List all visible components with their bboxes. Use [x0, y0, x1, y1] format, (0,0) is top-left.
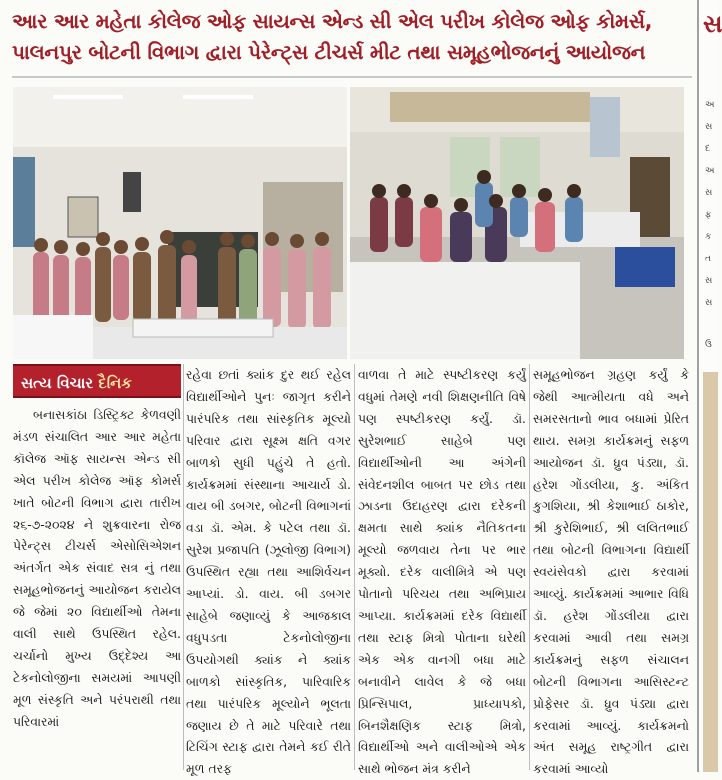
event-photo	[350, 87, 684, 359]
adjacent-text-fragment: સ	[705, 188, 713, 198]
masthead-daily: દૈનિક	[98, 374, 132, 392]
adjacent-photo-edge	[703, 372, 718, 772]
article-paragraph: બનાસકાંઠા ડિસ્ટ્રિક્ટ કેળવણી મંડળ સંચાલિત આર આર મહેતા કૉલેજ ઑફ સાયન્સ એન્ડ સી એલ પરીખ કોલેજ ઑફ કોમર્સ ખાતે બોટની વિભાગ દ્વારા તારીખ ૨૬-૭-૨૦૨૪ ને શુક્રવારના રોજ પેરેન્ટ્સ ટીચર્સ એસોસિએશન અંતર્ગત એક સંવાદ સત્ર નું તથા સમૂહભોજનનું આયોજન કરાયેલ જે જેમાં ૨૦ વિદ્યાર્થીઓ તેમના વાલી સાથે ઉપસ્થિત રહેલ. ચર્ચાનો મુખ્ય ઉદ્દેશ્ય આ ટેકનોલોજીના સમયમાં આપણી મૂળ સંસ્કૃતિ અને પરંપરાથી તથા પરિવારમાં	[13, 407, 181, 729]
article-paragraph: રહેવા છતાં ક્યાંક દુર થઈ રહેલ વિદ્યાર્થીઓને પુનઃ જાગૃત કરીને પારંપરિક તથા સાંસ્કૃતિક મૂલ્યો પરિવાર દ્વારા સૂક્ષ્મ ક્ષતિ વગર બાળકો સુધી પહુંચે તે હતો. કાર્યક્રમમાં સંસ્થાના આચાર્ય ડો. વાય બી ડબગર, બોટની વિભાગનાં વડા ડૉ. એમ. કે પટેલ તથા ડૉ. સુરેશ પ્રજાપતિ (ઝૂલોજી વિભાગ) ઉપસ્થિત રહ્યા તથા આશિર્વચન આપ્યાં. ડો. વાય. બી ડબગર સાહેબે જણાવ્યું કે આજકાલ વધુપડતા ટેકનોલોજીના ઉપયોગથી ક્યાંક ને ક્યાંક બાળકો સાંસ્કૃતિક, પારિવારિક તથા પારંપરિક મૂલ્યોને ભૂલતા જણાય છે તે માટે પરિવારે તથા ટિચિંગ સ્ટાફ દ્વારા તેમને કઈ રીતે મૂળ તરફ	[186, 367, 351, 777]
headline-line-1: આર આર મહેતા કોલેજ ઓફ સાયન્સ એન્ડ સી એલ પરીખ કોલેજ ઓફ કોમર્સ,	[12, 9, 653, 33]
article-column-3	[358, 364, 526, 777]
adjacent-text-fragment: ફ	[705, 210, 712, 220]
article-paragraph: સમૂહભોજન ગ્રહણ કર્યું કે જેથી આત્મીયતા વધે અને સમરસતાનો ભાવ બધામાં પ્રેરિત થાય. સમગ્ર કાર્યક્રમનું સફળ આયોજન ડૉ. ધ્રુવ પંડ્યા, ડૉ. હરેશ ગોંડલીયા, કુ. અંકિત કુગશિયા, શ્રી કેશાભાઈ ઠાકોર, શ્રી કુરેશિભાઈ, શ્રી લલિતભાઈ તથા બોટની વિભાગના વિદ્યાર્થી સ્વયંસેવકો દ્વારા કરવામાં આવ્યું. કાર્યક્રમમાં આભાર વિધિ ડૉ. હરેશ ગોંડલીયા દ્વારા કરવામાં આવી તથા સમગ્ર કાર્યક્રમનું સફળ સંચાલન બોટની વિભાગના આસિસ્ટન્ટ પ્રોફેસર ડૉ. ધ્રુવ પંડ્યા દ્વારા કરવામાં આવ્યું. કાર્યક્રમનો અંત સમૂહ રાષ્ટ્રગીત દ્વારા કરવામાં આવ્યો	[533, 367, 689, 777]
article-column-1	[13, 364, 181, 770]
column-rule	[183, 364, 184, 770]
headline	[12, 6, 692, 74]
adjacent-text-fragment: સ	[705, 122, 713, 132]
article-column-2	[186, 364, 351, 777]
adjacent-text-fragment: ત	[705, 254, 711, 264]
headline-divider	[12, 76, 692, 78]
article-paragraph: વાળવા તે માટે સ્પષ્ટીકરણ કર્યું વધુમાં તેમણે નવી શિક્ષણનીતિ વિષે પણ સ્પષ્ટીકરણ કર્યું. ડૉ. સુરેશભાઈ સાહેબે પણ વિદ્યાર્થીઓની આ અંગેની સંવેદનશીલ બાબત પર છોડ તથા ઝાડના ઉદાહરણ દ્વારા દરેકની ક્ષમતા સાથે ક્યાંક નૈતિકતના મૂલ્યો જળવાય તેના પર ભાર મૂક્યો. દરેક વાલીમિત્રે એ પણ પોતાનો પરિચય તથા અભિપ્રાય આપ્યા. કાર્યક્રમમાં દરેક વિદ્યાર્થી તથા સ્ટાફ મિત્રો પોતાના ઘરેથી એક એક વાનગી બધા માટે બનાવીને લાવેલ કે જે બધા પ્રિન્સિપાલ, પ્રાધ્યાપકો, બિનશૈક્ષણિક સ્ટાફ મિત્રો, વિદ્યાર્થીઓ અને વાલીઓએ એક સાથે ભોજન મંત્ર કરીને	[358, 367, 526, 777]
adjacent-headline-fragment: સ	[703, 10, 722, 38]
column-rule	[354, 364, 355, 770]
group-photo	[13, 87, 347, 359]
adjacent-text-fragment: દ	[705, 144, 711, 154]
column-rule	[529, 364, 530, 770]
article-column-4	[533, 364, 689, 777]
adjacent-text-fragment: સ	[705, 276, 713, 286]
adjacent-text-fragment: સ	[705, 298, 713, 308]
newspaper-masthead	[13, 364, 181, 398]
headline-line-2: પાલનપુર બોટની વિભાગ દ્વારા પેરેન્ટ્સ ટીચર્સ મીટ તથા સમૂહભોજનનું આયોજન	[12, 40, 646, 64]
adjacent-text-fragment: ઉ	[705, 340, 712, 350]
adjacent-text-fragment: ક	[705, 232, 712, 242]
masthead-name: સત્ય વિચાર	[21, 374, 94, 392]
adjacent-text-fragment: અ	[705, 100, 715, 110]
adjacent-text-fragment: અ	[705, 166, 715, 176]
adjacent-article-edge	[697, 0, 722, 772]
